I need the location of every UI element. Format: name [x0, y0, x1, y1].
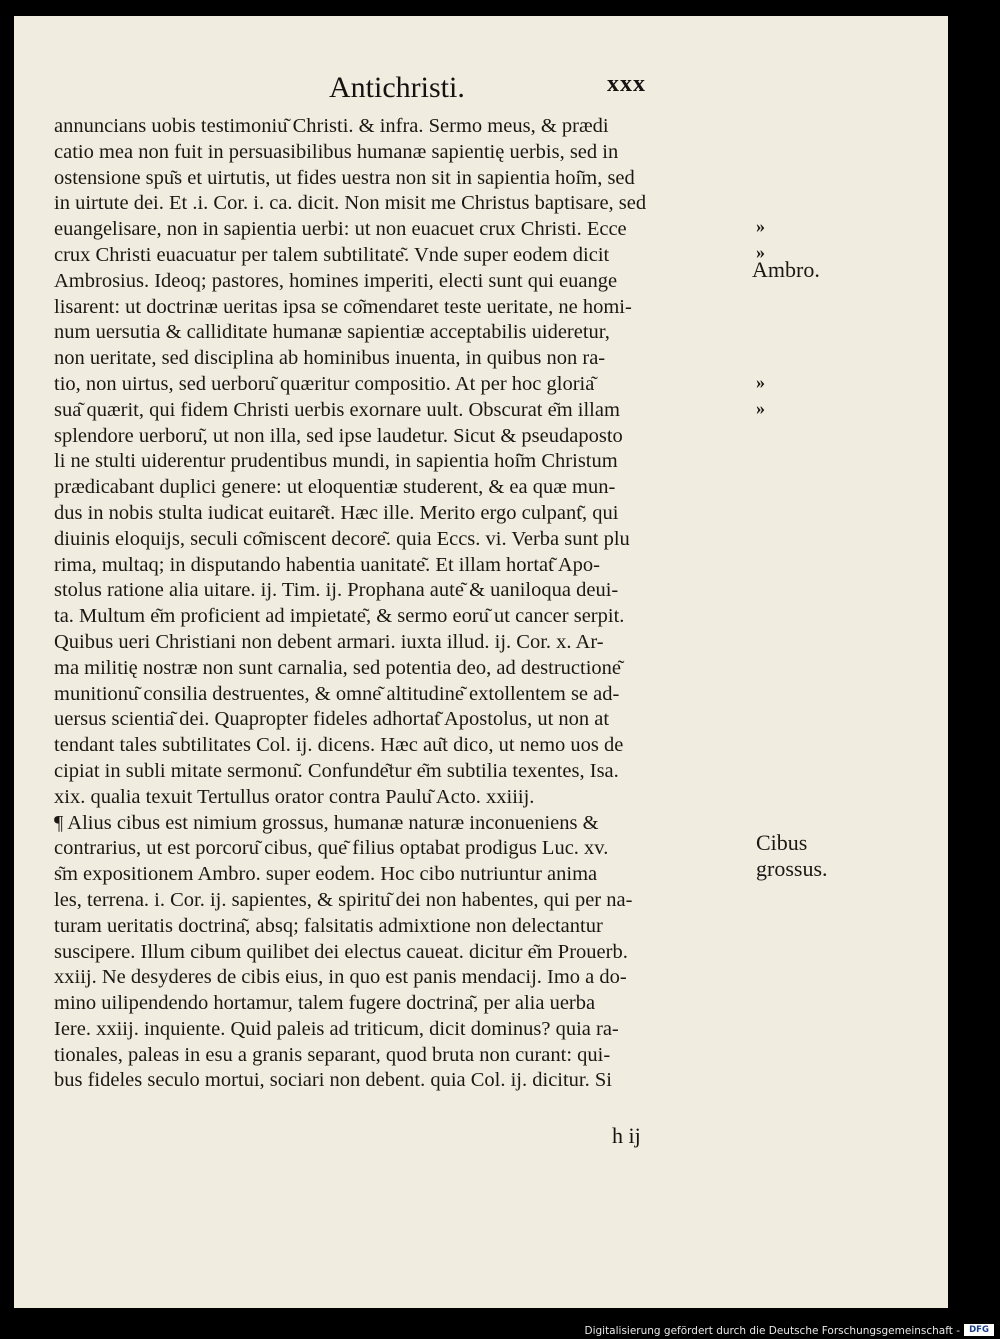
text-line: ma militię nostræ non sunt carnalia, sed potentia deo, ad destructione͂ — [54, 656, 622, 679]
text-line: ostensione spu͂s et uirtutis, ut fides uestra non sit in sapientia hoi͂m, sed — [54, 166, 635, 189]
text-line: tionales, paleas in esu a granis separant, quod bruta non curant: qui- — [54, 1043, 611, 1066]
text-line: li ne stulti uiderentur prudentibus mundi, in sapientia hoi͂m Christum — [54, 450, 618, 473]
folio-number: xxx — [607, 71, 646, 97]
text-line: s͂m expositionem Ambro. super eodem. Hoc cibo nutriuntur anima — [54, 863, 598, 886]
text-line: bus fideles seculo mortui, sociari non debent. quia Col. ij. dicitur. Si — [54, 1069, 612, 1092]
text-line: crux Christi euacuatur per talem subtilitate͂. Vnde super eodem dicit — [54, 243, 610, 266]
text-line: sua͂ quærit, qui fidem Christi uerbis exornare uult. Obscurat e͂m illam — [54, 398, 620, 421]
margin-quote-mark: » — [756, 398, 765, 418]
margin-quote-mark: » — [756, 216, 765, 236]
text-line: prædicabant duplici genere: ut eloquentiæ studerent, & ea quæ mun- — [54, 476, 616, 499]
text-line: mino uilipendendo hortamur, talem fugere doctrina͂, per alia uerba — [54, 992, 596, 1015]
text-line: suscipere. Illum cibum quilibet dei electus caueat. dicitur e͂m Prouerb. — [54, 940, 628, 963]
text-line: Ambrosius. Ideoq; pastores, homines imperiti, electi sunt qui euange — [54, 269, 618, 292]
text-line: Iere. xxiij. inquiente. Quid paleis ad triticum, dicit dominus? quia ra- — [54, 1017, 619, 1040]
margin-quote-mark: » — [756, 242, 765, 262]
text-line: tendant tales subtilitates Col. ij. dicens. Hæc au͂t dico, ut nemo uos de — [54, 734, 624, 757]
margin-note-cibus: Cibus — [756, 830, 808, 855]
digitization-credit: Digitalisierung gefördert durch die Deutsche Forschungsgemeinschaft - — [584, 1325, 960, 1337]
text-line: num uersutia & calliditate humanæ sapientiæ acceptabilis uideretur, — [54, 321, 610, 344]
text-line: cipiat in subli mitate sermonu͂. Confunde͂tur e͂m subtilia texentes, Isa. — [54, 759, 619, 782]
margin-quote-mark: » — [756, 372, 765, 392]
text-line: catio mea non fuit in persuasibilibus humanæ sapientię uerbis, sed in — [54, 140, 619, 163]
text-line: Quibus ueri Christiani non debent armari. iuxta illud. ij. Cor. x. Ar- — [54, 630, 604, 653]
text-line: tio, non uirtus, sed uerboru͂ quæritur compositio. At per hoc gloria͂ — [54, 372, 595, 395]
signature-mark: h ij — [612, 1123, 641, 1148]
text-line: stolus ratione alia uitare. ij. Tim. ij. Prophana aute͂ & uaniloqua deui- — [54, 579, 619, 602]
text-line: uersus scientia͂ dei. Quapropter fideles adhortat͂ Apostolus, ut non at — [54, 708, 610, 731]
body-text — [54, 114, 772, 1094]
text-line: splendore uerboru͂, ut non illa, sed ipse laudetur. Sicut & pseudaposto — [54, 424, 623, 447]
text-line: munitionu͂ consilia destruentes, & omne͂ altitudine͂ extollentem se ad- — [54, 682, 620, 705]
text-line: turam ueritatis doctrina͂, absq; falsitatis admixtione non delectantur — [54, 914, 603, 937]
running-title: Antichristi. — [329, 71, 465, 104]
text-line: les, terrena. i. Cor. ij. sapientes, & spiritu͂ dei non habentes, qui per na- — [54, 888, 633, 911]
text-line: ¶ Alius cibus est nimium grossus, humanæ naturæ inconueniens & — [54, 811, 599, 834]
text-line: lisarent: ut doctrinæ ueritas ipsa se co͂mendaret teste ueritate, ne homi- — [54, 295, 632, 318]
text-line: dus in nobis stulta iudicat euitare͂t. Hæc ille. Merito ergo culpant͂, qui — [54, 501, 619, 524]
text-line: in uirtute dei. Et .i. Cor. i. ca. dicit. Non misit me Christus baptisare, sed — [54, 192, 647, 215]
page-header — [14, 71, 948, 111]
margin-note-grossus: grossus. — [756, 856, 828, 881]
text-line: contrarius, ut est porcoru͂ cibus, que͂ filius optabat prodigus Luc. xv. — [54, 837, 609, 860]
text-line: annuncians uobis testimoniu͂ Christi. & infra. Sermo meus, & prædi — [54, 115, 609, 137]
text-line: euangelisare, non in sapientia uerbi: ut non euacuet crux Christi. Ecce — [54, 218, 627, 241]
text-line: rima, multaq; in disputando habentia uanitate͂. Et illam hortat͂ Apo- — [54, 553, 600, 576]
text-line: ta. Multum e͂m proficient ad impietate͂, & sermo eoru͂ ut cancer serpit. — [54, 605, 625, 628]
book-page — [14, 16, 948, 1308]
text-line: xix. qualia texuit Tertullus orator contra Paulu͂ Acto. xxiiij. — [54, 785, 535, 808]
text-line: diuinis eloquijs, seculi co͂miscent decore͂. quia Eccs. vi. Verba sunt plu — [54, 527, 630, 550]
text-line: non ueritate, sed disciplina ab hominibus inuenta, in quibus non ra- — [54, 347, 606, 370]
text-line: xxiij. Ne desyderes de cibis eius, in quo est panis mendacij. Imo a do- — [54, 966, 627, 989]
dfg-logo: DFG — [964, 1324, 994, 1336]
margin-note-ambro: Ambro. — [752, 257, 820, 282]
